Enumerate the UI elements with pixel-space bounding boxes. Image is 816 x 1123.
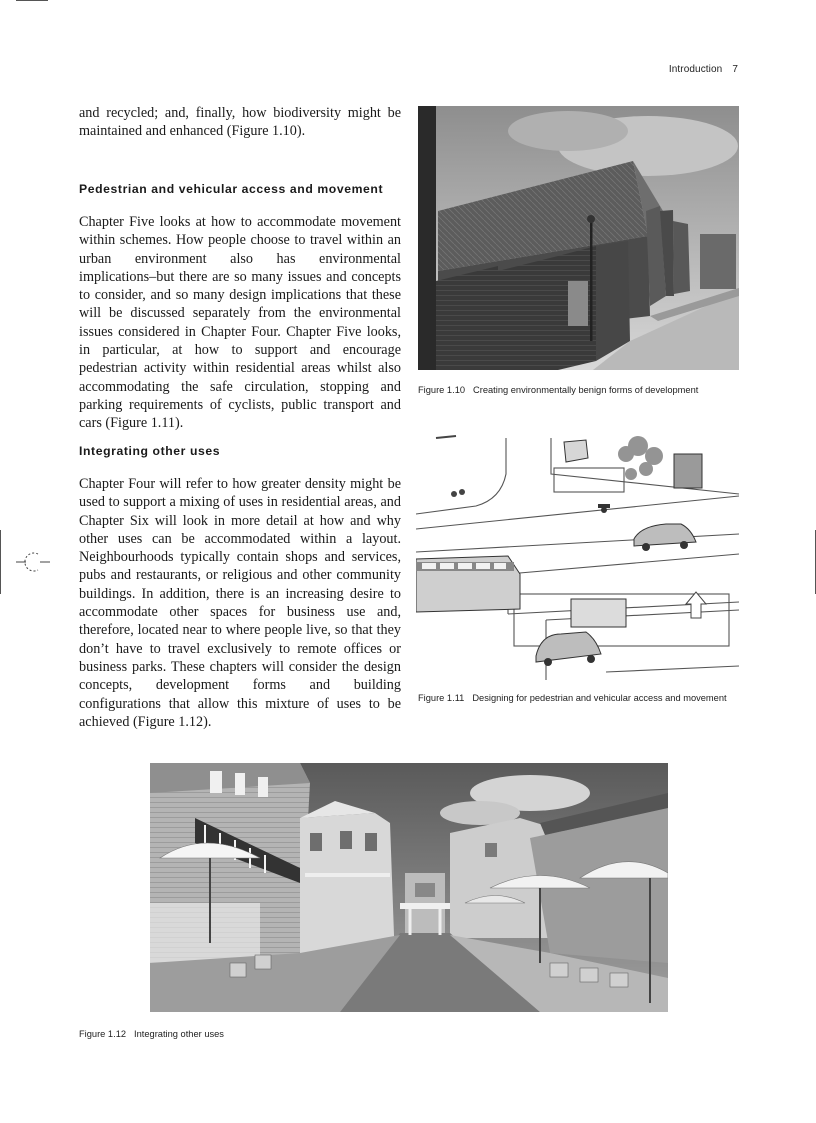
crop-mark-left bbox=[0, 530, 1, 594]
figure-caption-text: Integrating other uses bbox=[134, 1029, 224, 1039]
figure-number: Figure 1.10 bbox=[418, 385, 466, 395]
section-paragraph: Chapter Five looks at how to accommodate movement within schemes. How people choose to travel within an urban environment also has environmental implications–but there are so many issues and concepts to consider, and so many design implications that these will be discussed separately from the environmental issues considered in Chapter Four. Chapter Five looks, in particular, at how to support and encourage pedestrian activity within residential areas whilst also accommodating the safe circulation, stopping and parking requirements of cyclists, public transport and cars (Figure 1.11). bbox=[79, 214, 401, 432]
intro-paragraph-block bbox=[79, 104, 401, 141]
section-heading: Pedestrian and vehicular access and movement bbox=[79, 182, 384, 196]
figure-caption bbox=[418, 693, 727, 703]
running-header bbox=[669, 64, 738, 75]
figure-number: Figure 1.11 bbox=[418, 693, 465, 703]
section-pedestrian-access bbox=[79, 182, 401, 433]
figure-caption-text: Designing for pedestrian and vehicular access and movement bbox=[472, 693, 727, 703]
figure-caption bbox=[79, 1029, 224, 1039]
section-title: Introduction bbox=[668, 64, 723, 75]
page-number: 7 bbox=[732, 64, 738, 75]
figure-caption bbox=[418, 385, 698, 395]
section-integrating-uses bbox=[79, 444, 401, 731]
figure-housing-photo bbox=[418, 106, 739, 370]
section-heading: Integrating other uses bbox=[79, 444, 221, 458]
figure-street-layout-sketch bbox=[416, 434, 739, 680]
section-paragraph: Chapter Four will refer to how greater density might be used to support a mixing of uses in residential areas, and Chapter Six will look in more detail at how and why other uses can be accommodated within a layout. Neighbourhoods typically contain shops and services, pubs and restaurants, or religious and other community buildings. In addition, there is an increasing desire to accommodate other spaces for business use and, therefore, located near to where people live, so that they don’t have to travel exclusively to remote offices or business parks. These chapters will consider the design concepts, development forms and building configurations that allow this mixture of uses to be achieved (Figure 1.12). bbox=[79, 476, 401, 730]
registration-mark bbox=[16, 550, 50, 574]
intro-paragraph: and recycled; and, finally, how biodiversity might be maintained and enhanced (Figure 1.10). bbox=[79, 105, 401, 140]
crop-mark-top bbox=[16, 0, 48, 1]
figure-mixed-use-street-photo bbox=[150, 763, 668, 1012]
figure-caption-text: Creating environmentally benign forms of development bbox=[473, 385, 699, 395]
figure-number: Figure 1.12 bbox=[79, 1029, 127, 1039]
